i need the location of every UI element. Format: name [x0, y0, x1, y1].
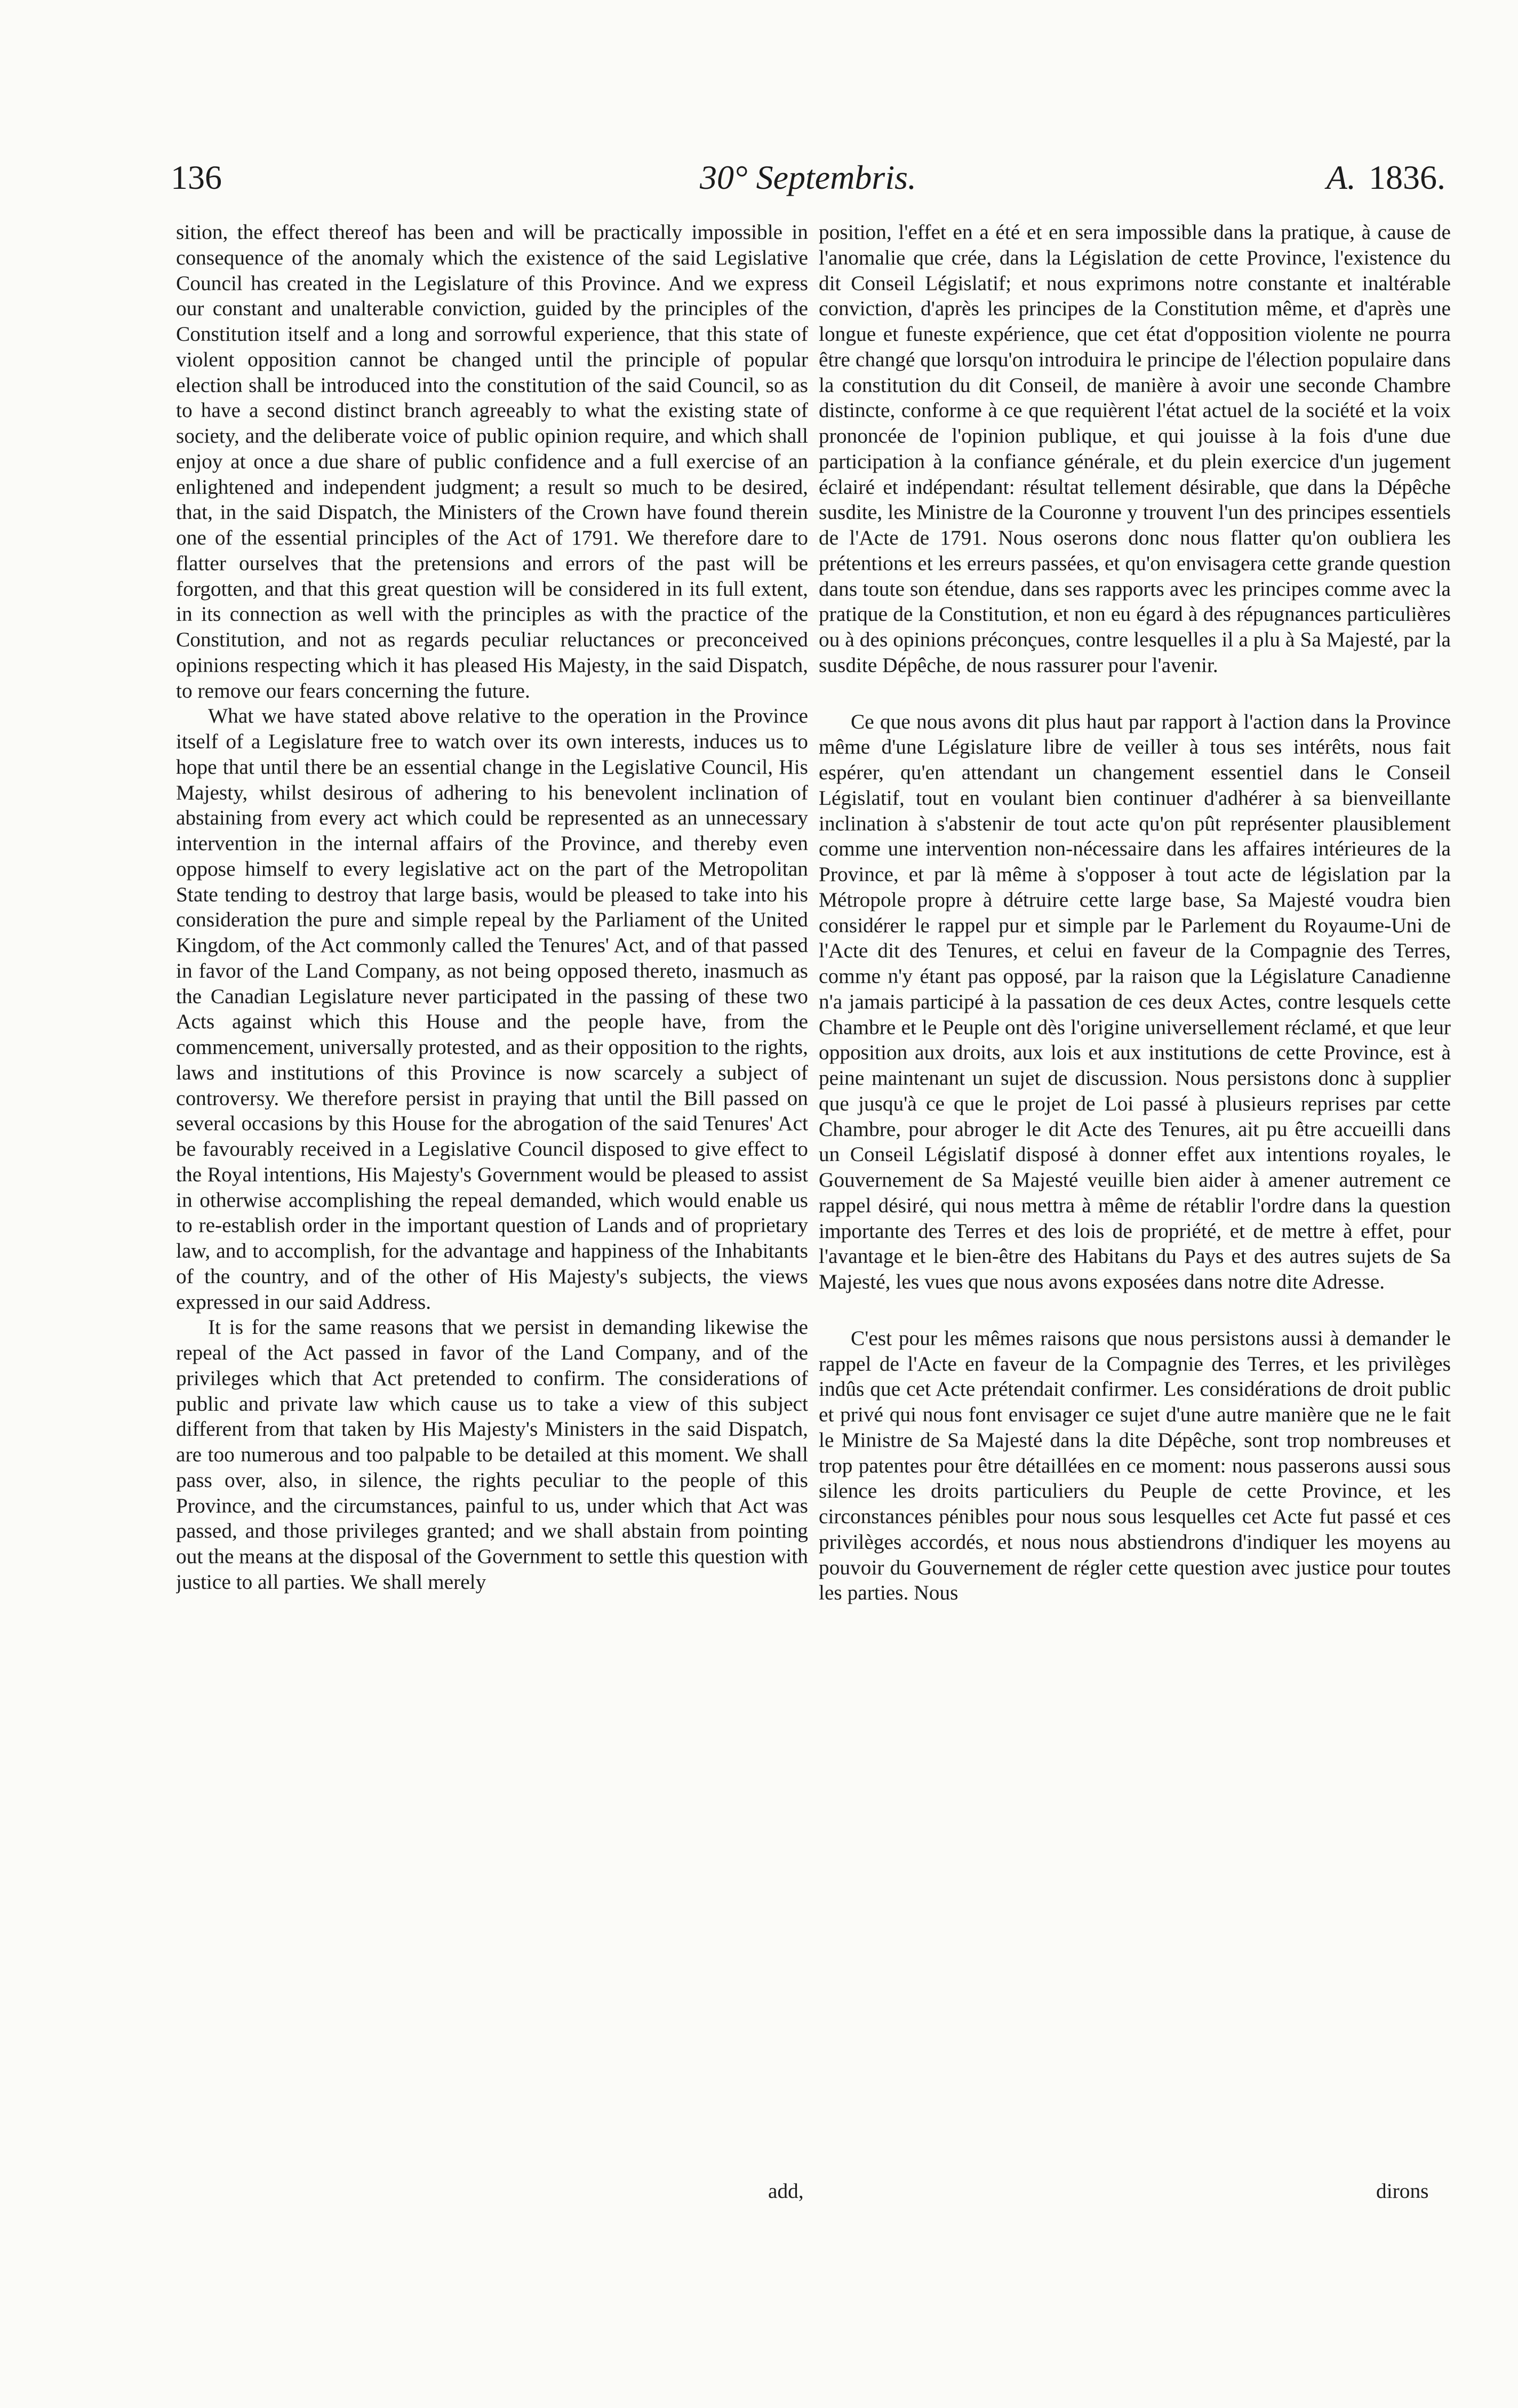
page-header	[171, 148, 1445, 207]
english-paragraph: sition, the effect thereof has been and will be practically impossible in consequence of the anomaly which the existence of the said Legislative Council has created in the Legislature of this Province. And we express our constant and unalterable conviction, guided by the principles of the Constitution itself and a long and sorrowful experience, that this state of violent opposition cannot be changed until the principle of popular election shall be introduced into the constitution of the said Council, so as to have a second distinct branch agreeably to what the existing state of society, and the deliberate voice of public opinion require, and which shall enjoy at once a due share of public confidence and a full exercise of an enlightened and independent judgment; a result so much to be desired, that, in the said Dispatch, the Ministers of the Crown have found therein one of the essential principles of the Act of 1791. We therefore dare to flatter ourselves that the pretensions and errors of the past will be forgotten, and that this great question will be considered in its full extent, in its connection as well with the principles as with the practice of the Constitution, and not as regards peculiar reluctances or preconceived opinions respecting which it has pleased His Majesty, in the said Dispatch, to remove our fears concerning the future.	[176, 220, 808, 702]
english-paragraph: It is for the same reasons that we persist in demanding likewise the repeal of the Act passed in favor of the Land Company, and of the privileges which that Act pretended to confirm. The considerations of public and private law which cause us to take a view of this subject different from that taken by His Majesty's Ministers in the said Dispatch, are too numerous and too palpable to be detailed at this moment. We shall pass over, also, in silence, the rights peculiar to the people of this Province, and the circumstances, painful to us, under which that Act was passed, and those privileges granted; and we shall abstain from pointing out the means at the disposal of the Government to settle this question with justice to all parties. We shall merely	[176, 1315, 808, 1594]
english-column	[176, 220, 808, 2204]
running-year	[1327, 148, 1445, 207]
french-paragraph: Ce que nous avons dit plus haut par rapport à l'action dans la Province même d'une Législature libre de veiller à tous ses intérêts, nous fait espérer, qu'en attendant un changement essentiel dans le Conseil Législatif, tout en voulant bien continuer d'adhérer à sa bienveillante inclination à s'abstenir de tout acte qu'on pût représenter plausiblement comme une intervention non-nécessaire dans les affaires intérieures de la Province, et par là même à s'opposer à tout acte de législation par la Métropole propre à détruire cette large base, Sa Majesté voudra bien considérer le rappel pur et simple par le Parlement du Royaume-Uni de l'Acte dit des Tenures, et celui en faveur de la Compagnie des Terres, comme n'y étant pas opposé, par la raison que la Législature Canadienne n'a jamais participé à la passation de ces deux Actes, contre lesquels cette Chambre et le Peuple ont dès l'origine universellement réclamé, et que leur opposition aux droits, aux lois et aux institutions de cette Province, est à peine maintenant un sujet de discussion. Nous persistons donc à supplier que jusqu'à ce que le projet de Loi passé à plusieurs reprises par cette Chambre, pour abroger le dit Acte des Tenures, ait pu être accueilli dans un Conseil Législatif disposé à donner effet aux intentions royales, le Gouvernement de Sa Majesté veuille bien aider à amener autrement ce rappel désiré, qui nous mettra à même de rétablir l'ordre dans la question importante des Terres et des lois de propriété, et de mettre à effet, pour l'avantage et le bien-être des Habitans du Pays et des autres sujets de Sa Majesté, les vues que nous avons exposées dans notre dite Adresse.	[819, 709, 1451, 1293]
french-catchword: dirons	[1376, 2179, 1429, 2203]
french-paragraph: C'est pour les mêmes raisons que nous persistons aussi à demander le rappel de l'Acte en faveur de la Compagnie des Terres, et les privilèges indûs que cet Acte prétendait confirmer. Les considérations de droit public et privé qui nous font envisager ce sujet d'une autre manière que ne le fait le Ministre de Sa Majesté dans la dite Dépêche, sont trop nombreuses et trop patentes pour être détaillées en ce moment: nous passerons aussi sous silence les droits particuliers du Peuple de cette Province, et les circonstances pénibles pour nous sous lesquelles cet Acte fut passé et ces privilèges accordés, et nous nous abstiendrons d'indiquer les moyens au pouvoir du Gouvernement de régler cette question avec justice pour toutes les parties. Nous	[819, 1326, 1451, 1605]
year-prefix: A.	[1326, 158, 1356, 196]
running-date: 30° Septembris.	[700, 158, 916, 196]
french-paragraph: position, l'effet en a été et en sera impossible dans la pratique, à cause de l'anomalie que crée, dans la Législation de cette Province, l'existence du dit Conseil Législatif; et nous exprimons notre constante et inaltérable conviction, d'après les principes de la Constitution même, et d'après une longue et funeste expérience, que cet état d'opposition violente ne pourra être changé que lorsqu'on introduira le principe de l'élection populaire dans la constitution du dit Conseil, de manière à avoir une seconde Chambre distincte, conforme à ce que requièrent l'état actuel de la société et la voix prononcée de l'opinion publique, et qui jouisse à la fois d'une due participation à la confiance générale, et du plein exercice d'un jugement éclairé et indépendant: résultat tellement désirable, que dans la Dépêche susdite, les Ministre de la Couronne y trouvent l'un des principes essentiels de l'Acte de 1791. Nous oserons donc nous flatter qu'on oubliera les prétentions et les erreurs passées, et qu'on envisagera cette grande question dans toute son étendue, dans ses rapports avec les principes comme avec la pratique de la Constitution, et non eu égard à des répugnances particulières ou à des opinions préconçues, contre lesquelles il a plu à Sa Majesté, par la susdite Dépêche, de nous rassurer pour l'avenir.	[819, 220, 1451, 677]
year-value: 1836.	[1369, 158, 1445, 196]
english-catchword: add,	[768, 2179, 804, 2203]
english-paragraph: What we have stated above relative to the operation in the Province itself of a Legislature free to watch over its own interests, induces us to hope that until there be an essential change in the Legislative Council, His Majesty, whilst desirous of adhering to his benevolent inclination of abstaining from every act which could be represented as an unnecessary intervention in the internal affairs of the Province, and thereby even oppose himself to every legislative act on the part of the Metropolitan State tending to destroy that large basis, would be pleased to take into his consideration the pure and simple repeal by the Parliament of the United Kingdom, of the Act commonly called the Tenures' Act, and of that passed in favor of the Land Company, as not being opposed thereto, inasmuch as the Canadian Legislature never participated in the passing of these two Acts against which this House and the people have, from the commencement, universally protested, and as their opposition to the rights, laws and institutions of this Province is now scarcely a subject of controversy. We therefore persist in praying that until the Bill passed on several occasions by this House for the abrogation of the said Tenures' Act be favourably received in a Legislative Council disposed to give effect to the Royal intentions, His Majesty's Government would be pleased to assist in otherwise accomplishing the repeal demanded, which would enable us to re-establish order in the important question of Lands and of proprietary law, and to accomplish, for the advantage and happiness of the Inhabitants of the country, and of the other of His Majesty's subjects, the views expressed in our said Address.	[176, 704, 808, 1314]
page-number: 136	[171, 158, 222, 196]
french-column	[819, 220, 1451, 2204]
